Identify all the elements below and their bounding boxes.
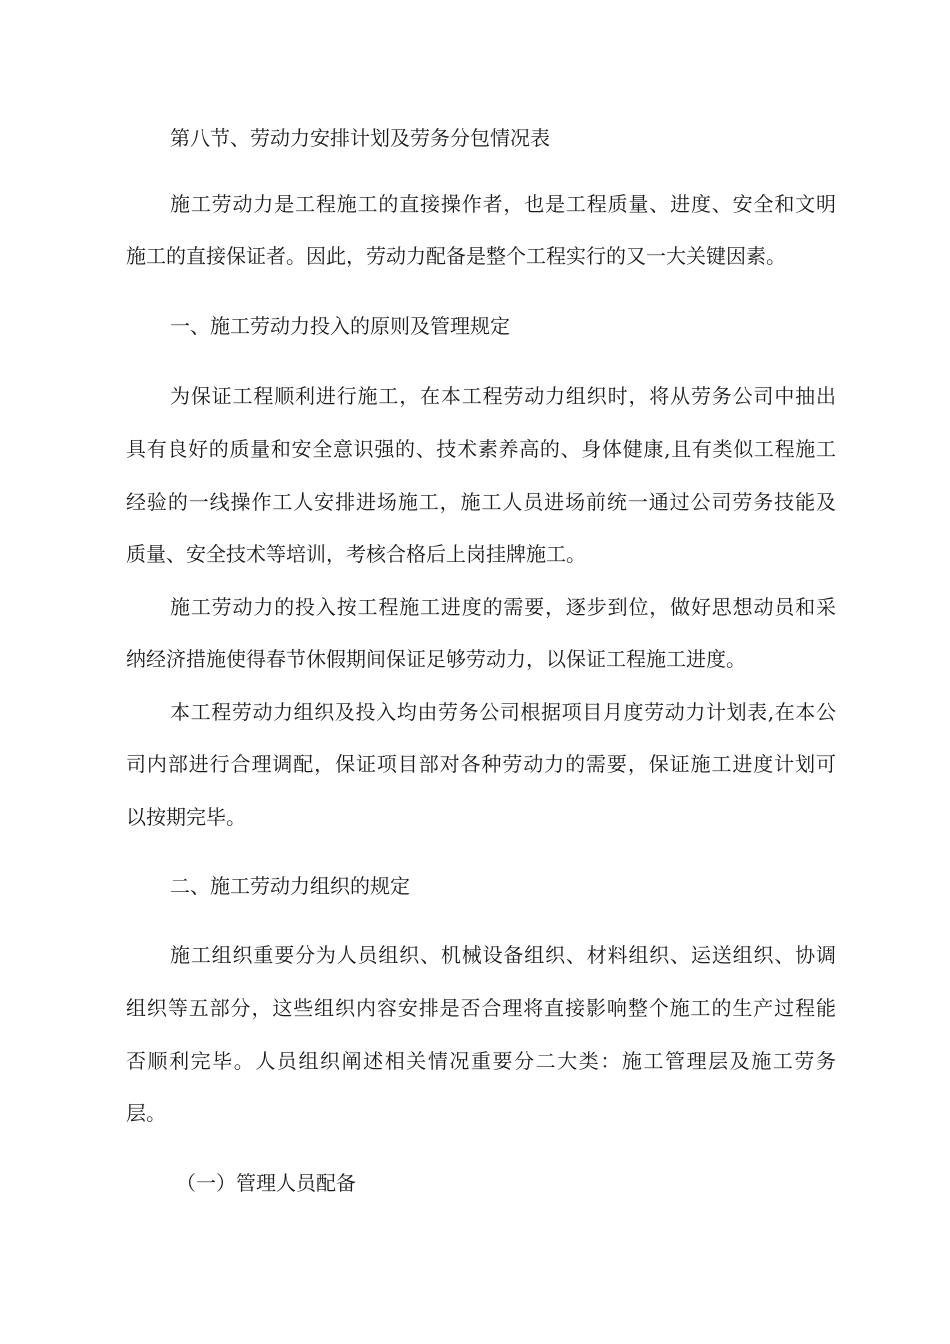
para-1-line-4: 质量、安全技术等培训，考核合格后上岗挂牌施工。 <box>126 542 586 566</box>
heading-principles: 一、施工劳动力投入的原则及管理规定 <box>170 314 510 338</box>
section-title: 第八节、劳动力安排计划及劳务分包情况表 <box>170 126 550 150</box>
para-1-line-2: 具有良好的质量和安全意识强的、技术素养高的、身体健康,且有类似工程施工 <box>126 437 836 461</box>
para-4-line-3: 否顺利完毕。人员组织阐述相关情况重要分二大类：施工管理层及施工劳务 <box>126 1049 836 1073</box>
heading-organization: 二、施工劳动力组织的规定 <box>170 874 410 898</box>
para-1-line-1: 为保证工程顺利进行施工，在本工程劳动力组织时，将从劳务公司中抽出 <box>170 384 836 408</box>
para-3-line-1: 本工程劳动力组织及投入均由劳务公司根据项目月度劳动力计划表,在本公 <box>170 700 836 724</box>
para-4-line-4: 层。 <box>126 1101 166 1125</box>
para-4-line-1: 施工组织重要分为人员组织、机械设备组织、材料组织、运送组织、协调 <box>170 943 836 967</box>
heading-management-staffing: （一）管理人员配备 <box>176 1171 356 1195</box>
para-2-line-2: 纳经济措施使得春节休假期间保证足够劳动力，以保证工程施工进度。 <box>126 647 746 671</box>
para-1-line-3: 经验的一线操作工人安排进场施工，施工人员进场前统一通过公司劳务技能及 <box>126 490 836 514</box>
intro-line-2: 施工的直接保证者。因此，劳动力配备是整个工程实行的又一大关键因素。 <box>126 244 786 268</box>
para-4-line-2: 组织等五部分，这些组织内容安排是否合理将直接影响整个施工的生产过程能 <box>126 996 836 1020</box>
intro-line-1: 施工劳动力是工程施工的直接操作者，也是工程质量、进度、安全和文明 <box>170 192 836 216</box>
para-3-line-3: 以按期完毕。 <box>126 805 246 829</box>
para-3-line-2: 司内部进行合理调配，保证项目部对各种劳动力的需要，保证施工进度计划可 <box>126 752 836 776</box>
para-2-line-1: 施工劳动力的投入按工程施工进度的需要，逐步到位，做好思想动员和采 <box>170 595 836 619</box>
